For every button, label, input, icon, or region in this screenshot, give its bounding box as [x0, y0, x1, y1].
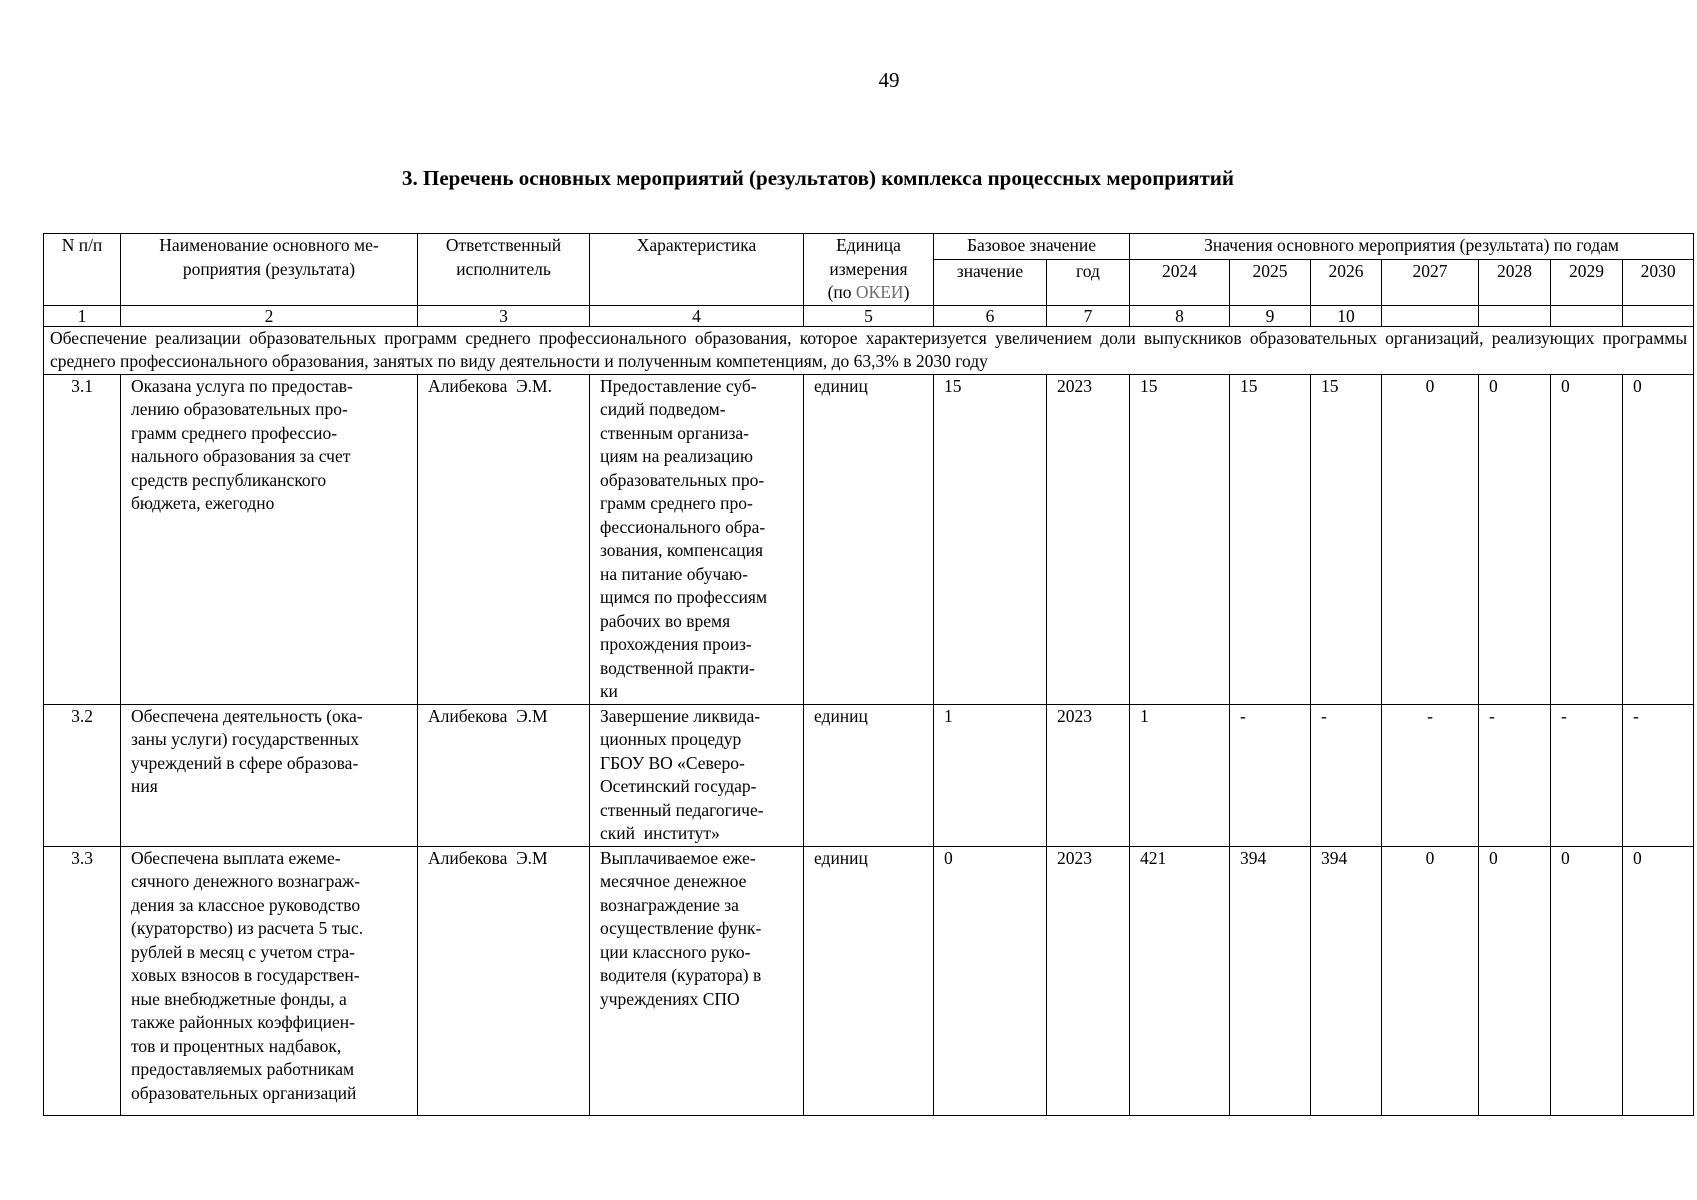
measure-name: Обеспечена выплата ежеме- сячного денежного вознаграж- дения за классное руководство (кураторство) из расчета 5 тыс. рублей в месяц с учетом стра- ховых взносов в государствен- ные внебюджетные фонды, а также районных коэффициен- тов и процентных надбавок, предоставляемых работникам образовательных организаций: [121, 846, 418, 1115]
column-number: 2: [121, 305, 418, 326]
goal-row: [44, 326, 1694, 374]
page-number: 49: [878, 68, 900, 92]
unit: единиц: [804, 846, 934, 1115]
header-responsible: Ответственный исполнитель: [418, 234, 590, 306]
header-base-value: значение: [934, 259, 1047, 305]
header-unit-line1: Единица: [836, 235, 901, 255]
year-value: 394: [1230, 846, 1311, 1115]
year-value: 0: [1479, 374, 1551, 704]
year-value: -: [1230, 704, 1311, 846]
year-value: 1: [1130, 704, 1230, 846]
year-value: 0: [1382, 846, 1479, 1115]
column-number: 9: [1230, 305, 1311, 326]
base-year: 2023: [1047, 374, 1130, 704]
base-value: 15: [934, 374, 1047, 704]
header-row-1: [44, 234, 1694, 260]
table-row: [44, 704, 1694, 846]
column-number: 10: [1311, 305, 1382, 326]
column-number: 8: [1130, 305, 1230, 326]
year-value: 0: [1382, 374, 1479, 704]
row-number: 3.3: [44, 846, 121, 1115]
year-value: 0: [1479, 846, 1551, 1115]
year-value: 0: [1623, 846, 1694, 1115]
table-row: [44, 846, 1694, 1115]
header-unit-pre: (по: [827, 282, 856, 302]
year-value: 15: [1230, 374, 1311, 704]
header-year: 2025: [1230, 259, 1311, 305]
header-unit: [804, 234, 934, 306]
year-value: 421: [1130, 846, 1230, 1115]
row-number: 3.2: [44, 704, 121, 846]
column-number: [1551, 305, 1623, 326]
year-value: 0: [1551, 374, 1623, 704]
base-value: 1: [934, 704, 1047, 846]
year-value: 0: [1551, 846, 1623, 1115]
responsible-person: Алибекова Э.М: [418, 704, 590, 846]
column-number: 7: [1047, 305, 1130, 326]
measure-name: Оказана услуга по предостав- лению образовательных про- грамм среднего профессио- нального образования за счет средств республиканского бюджета, ежегодно: [121, 374, 418, 704]
year-value: -: [1382, 704, 1479, 846]
year-value: 394: [1311, 846, 1382, 1115]
base-year: 2023: [1047, 704, 1130, 846]
header-characteristic: Характеристика: [590, 234, 804, 306]
year-value: -: [1311, 704, 1382, 846]
unit: единиц: [804, 374, 934, 704]
header-years-group: Значения основного мероприятия (результата) по годам: [1130, 234, 1694, 260]
header-base-year: год: [1047, 259, 1130, 305]
year-value: -: [1551, 704, 1623, 846]
header-year: 2026: [1311, 259, 1382, 305]
year-value: -: [1479, 704, 1551, 846]
header-year: 2028: [1479, 259, 1551, 305]
header-n: N п/п: [44, 234, 121, 306]
header-unit-post: ): [903, 282, 910, 302]
column-number: 1: [44, 305, 121, 326]
column-number: [1479, 305, 1551, 326]
base-value: 0: [934, 846, 1047, 1115]
header-year: 2030: [1623, 259, 1694, 305]
column-number: 4: [590, 305, 804, 326]
measures-table: [43, 233, 1694, 1116]
unit: единиц: [804, 704, 934, 846]
header-name: Наименование основного ме- роприятия (результата): [121, 234, 418, 306]
header-year: 2027: [1382, 259, 1479, 305]
column-number: [1382, 305, 1479, 326]
year-value: 0: [1623, 374, 1694, 704]
column-number: [1623, 305, 1694, 326]
year-value: 15: [1130, 374, 1230, 704]
header-unit-line3: [808, 281, 929, 305]
header-year: 2024: [1130, 259, 1230, 305]
characteristic: Выплачиваемое еже- месячное денежное вознаграждение за осуществление функ- ции классного руко- водителя (куратора) в учреждениях СПО: [590, 846, 804, 1115]
header-unit-line2: измерения: [829, 258, 908, 279]
goal-text: Обеспечение реализации образовательных программ среднего профессионального образования, которое характеризуется увеличением доли выпускников образовательных организаций, реализующих программы среднего профессионального образования, занятых по виду деятельности и полученным компетенциям, до 63,3% в 2030 году: [44, 326, 1694, 374]
characteristic: Предоставление суб- сидий подведом- ственным организа- циям на реализацию образовательных про- грамм среднего про- фессионального обра- зования, компенсация на питание обучаю- щимся по профессиям рабочих во время прохождения произ- водственной практи- ки: [590, 374, 804, 704]
year-value: 15: [1311, 374, 1382, 704]
responsible-person: Алибекова Э.М: [418, 846, 590, 1115]
column-number: 6: [934, 305, 1047, 326]
column-numbers-row: [44, 305, 1694, 326]
header-base: Базовое значение: [934, 234, 1130, 260]
okei-link[interactable]: ОКЕИ: [855, 282, 904, 302]
responsible-person: Алибекова Э.М.: [418, 374, 590, 704]
column-number: 5: [804, 305, 934, 326]
column-number: 3: [418, 305, 590, 326]
base-year: 2023: [1047, 846, 1130, 1115]
page-title: 3. Перечень основных мероприятий (результатов) комплекса процессных мероприятий: [402, 166, 1234, 190]
table-row: [44, 374, 1694, 704]
header-year: 2029: [1551, 259, 1623, 305]
measure-name: Обеспечена деятельность (ока- заны услуги) государственных учреждений в сфере образова- ния: [121, 704, 418, 846]
year-value: -: [1623, 704, 1694, 846]
characteristic: Завершение ликвида- ционных процедур ГБОУ ВО «Северо- Осетинский государ- ственный педагогиче- ский институт»: [590, 704, 804, 846]
row-number: 3.1: [44, 374, 121, 704]
